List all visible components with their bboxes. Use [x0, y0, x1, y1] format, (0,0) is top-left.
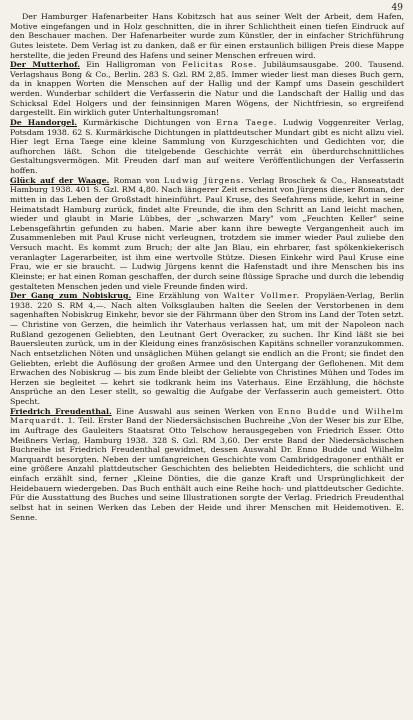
review-intro: Kurmärkische Dichtungen von — [82, 117, 211, 127]
review-body: 1. Teil. Erster Band der Niedersächsischen Buchreihe „Von der Weser bis zur Elbe, im Auftrage des Gauleiters Staatsrat Otto Telschow herausgegeben von Friedrich Esser. Otto Meißners Verlag, Hamburg 1938. 328 S. Gzl. RM 3,60. Der erste Band der Niedersächsischen Buchreihe ist Friedrich Freudenthal gewidmet, dessen Auswahl Dr. Enno Budde und Wilhelm Marquardt besorgten. Neben der umfangreichen Geschichte vom Cambridgedragoner enthält er eine größere Anzahl plattdeutscher Geschichten des beliebten Heidedichters, die schlicht und einfach erzählt sind, ferner „Kleine Dönties, die die ganze Kraft und Ursprünglichkeit der Heidebauern wiedergeben. Das Buch enthält auch eine Reihe hoch- und plattdeutscher Gedichte. Für die Ausstattung des Buches und seine Illustrationen sorgte der Verlag. Friedrich Freudenthal selbst hat in seinen Werken das Leben der Heide und ihrer Menschen mit Heidemotiven. E. Senne. — [10, 416, 404, 522]
review-body: Ludwig Voggenreiter Verlag, Potsdam 1938. 62 S. Kurmärkische Dichtungen in plattdeutscher Mundart gibt es nicht allzu viel. Hier legt Erna Taege eine kleine Sammlung von Kurzgeschichten und Gedichten vor, die aufhorchen läßt. Schon die titelgebende Geschichte verrät ein überdurchschnittliches Gestaltungsvermögen. Mit Freuden darf man auf weitere Veröffentlichungen der Verfasserin hoffen. — [10, 117, 404, 175]
review-heading: Der Gang zum Nobiskrug. — [10, 291, 132, 301]
review-body: Jubiläumsausgabe. 200. Tausend. Verlagshaus Bong & Co., Berlin. 283 S. Gzl. RM 2,85. Immer wieder liest man dieses Buch gern, da in knappen Worten die Menschen auf der Hallig und der Kampf ums Dasein geschildert werden. Wunderbar schildert die Verfasserin die Natur und die Landschaft der Hallig und das Schicksal Edel Holgers und der feinsinnigen Maren Wögens, der Nichtfriesin, so ergreifend dargestellt. Ein wirklich guter Unterhaltungsroman! — [10, 60, 405, 118]
review-mutterhof — [10, 60, 404, 118]
review-author: Enno Budde und Wilhelm Marquardt. — [10, 406, 404, 426]
review-intro: Eine Auswahl aus seinen Werken von — [116, 406, 274, 416]
review-heading: Friedrich Freudenthal. — [10, 406, 112, 416]
review-body: Propyläen-Verlag, Berlin 1938. 220 S. RM 4,—. Nach alten Volksglauben halten die Seelen der Verstorbenen in dem sagenhaften Nobiskrug Einkehr, bevor sie der Fährmann über den Strom ins Land der Toten setzt. — Christine von Gerzen, die heimlich ihr Vaterhaus verlassen hat, um mit der Napoleon nach Rußland gezogenen Geliebten, den Leutnant Gert Overacker, zu suchen. Ihr Kind läßt sie bei Bauersleuten zurück, um in der Kleidung eines französischen Kapitäns schneller voranzukommen. Nach entsetzlichen Nöten und unsäglichen Mühen gelangt sie endlich an die Front; sie findet den Geliebten, erlebt die Auflösung der großen Armee und den Untergang der Geflohenen. Mit dem Erwachen des Nobiskrug — bis zum Ende bleibt der Geliebte von Christines Mühen und Todes im Herzen sie begleitet — kehrt sie todkrank heim ins Vaterhaus. Eine Erzählung, die höchste Ansprüche an den Leser stellt, so gewaltig die Aufgabe der Verfasserin auch gemeistert. Otto Specht. — [10, 291, 405, 406]
review-heading: Glück auf der Waage. — [10, 175, 110, 185]
review-author: Erna Taege. — [216, 117, 278, 127]
page-number: 49 — [391, 3, 403, 13]
review-heading: Der Mutterhof. — [10, 60, 80, 70]
review-intro: Ein Halligroman von — [86, 60, 176, 70]
review-handorgel — [10, 118, 404, 176]
review-body: Verlag Broschek & Co., Hanseatstadt Hamburg 1938. 401 S. Gzl. RM 4,80. Nach längerer Zeit erscheint von Jürgens dieser Roman, der mitten in das Leben der Großstadt hineinführt. Paul Kruse, des Seefahrens müde, kehrt in seine Heimatstadt Hamburg zurück, findet alte Freunde, die ihm den Schritt an Land leicht machen, wieder und glaubt in Marie Lübbes, der „schwarzen Mary" vom „Feuchten Keller" seine Lebensgefährtin gefunden zu haben. Marie aber kann ihre bewegte Vergangenheit auch im Zusammenleben mit Paul Kruse nicht verleugnen, trotzdem sie immer wieder Paul zuliebe den Versuch macht. Es kommt zum Bruch; der alte Jan Blau, ein ehrbarer, fast spökenkiekerisch veranlagter Lagerarbeiter, ist ihm eine wertvolle Stütze. Diesen Einkehr wird Paul Kruse eine Frau, wie er sie braucht. — Ludwig Jürgens kennt die Hafenstadt und ihre Menschen bis ins Kleinste; er hat einen Roman geschaffen, der durch seine flüssige Sprache und durch die lebendig gestalteten Menschen jeden und viele Freunde finden wird. — [10, 175, 405, 291]
review-body: Der Hamburger Hafenarbeiter Hans Kobitzsch hat aus seiner Welt der Arbeit, dem Hafen, Motive eingefangen und in Holz geschnitten, die in ihrer Schlichtheit einen tiefen Eindruck auf den Beschauer machen. Der Hafenarbeiter wurde zum Künstler, der in einfacher Strichführung Gutes leistete. Dem Verlag ist zu danken, daß er für einen erstaunlich billigen Preis diese Mappe herstellte, die jeden Freund des Hafens und seiner Menschen erfreuen wird. — [10, 12, 404, 60]
review-hafenarbeiter — [10, 12, 404, 60]
review-author: Walter Vollmer. — [223, 291, 301, 301]
review-intro: Eine Erzählung von — [135, 291, 219, 301]
review-author: Ludwig Jürgens. — [164, 175, 245, 185]
review-intro: Roman von — [113, 175, 160, 185]
review-glueck-auf-der-waage — [10, 176, 404, 292]
review-friedrich-freudenthal — [10, 407, 404, 523]
review-heading: De Handorgel. — [10, 117, 78, 127]
review-author: Felicitas Rose. — [182, 60, 258, 70]
review-gang-zum-nobiskrug — [10, 291, 404, 407]
